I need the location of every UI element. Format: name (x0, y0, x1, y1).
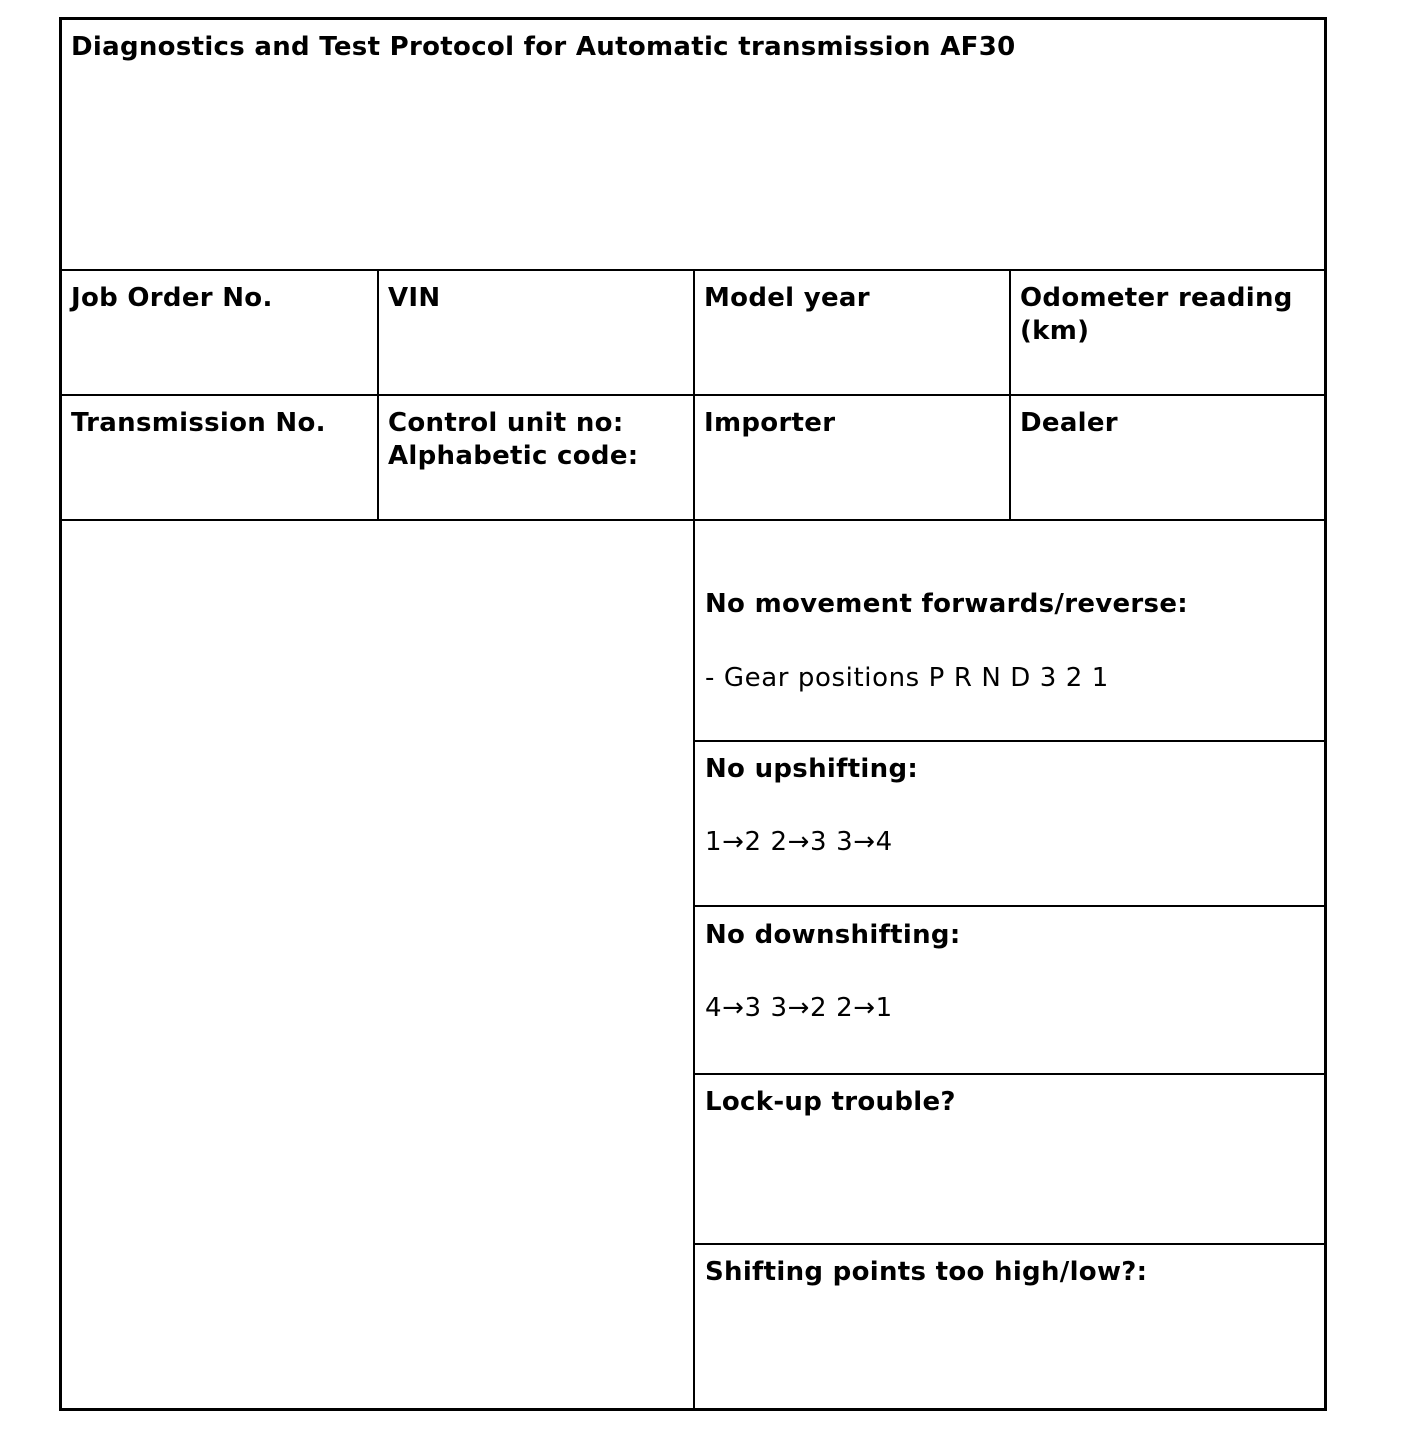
lockup-trouble-heading: Lock-up trouble? (705, 1087, 956, 1117)
alphabetic-code-label: Alphabetic code: (388, 441, 639, 471)
odometer-unit-label: (km) (1020, 316, 1090, 346)
dealer-label: Dealer (1020, 408, 1118, 438)
test-protocol-form (59, 17, 1327, 1411)
divider-upshift-bottom (694, 905, 1324, 907)
control-unit-label: Control unit no: (388, 408, 624, 438)
divider-col3 (1009, 270, 1011, 520)
gear-positions-text: - Gear positions P R N D 3 2 1 (705, 663, 1109, 693)
downshift-sequence-text: 4→3 3→2 2→1 (705, 993, 893, 1023)
form-title: Diagnostics and Test Protocol for Automatic transmission AF30 (71, 32, 1016, 62)
vin-label: VIN (388, 283, 441, 313)
importer-label: Importer (704, 408, 836, 438)
upshift-sequence-text: 1→2 2→3 3→4 (705, 827, 893, 857)
no-downshifting-heading: No downshifting: (705, 920, 961, 950)
divider-col2 (693, 270, 695, 1411)
divider-movement-bottom (694, 740, 1324, 742)
transmission-no-label: Transmission No. (71, 408, 326, 438)
no-movement-heading: No movement forwards/reverse: (705, 589, 1188, 619)
divider-lockup-bottom (694, 1243, 1324, 1245)
no-upshifting-heading: No upshifting: (705, 754, 919, 784)
divider-downshift-bottom (694, 1073, 1324, 1075)
odometer-label: Odometer reading (1020, 283, 1293, 313)
shifting-points-heading: Shifting points too high/low?: (705, 1257, 1148, 1287)
job-order-label: Job Order No. (71, 283, 273, 313)
model-year-label: Model year (704, 283, 870, 313)
divider-col1 (377, 270, 379, 520)
